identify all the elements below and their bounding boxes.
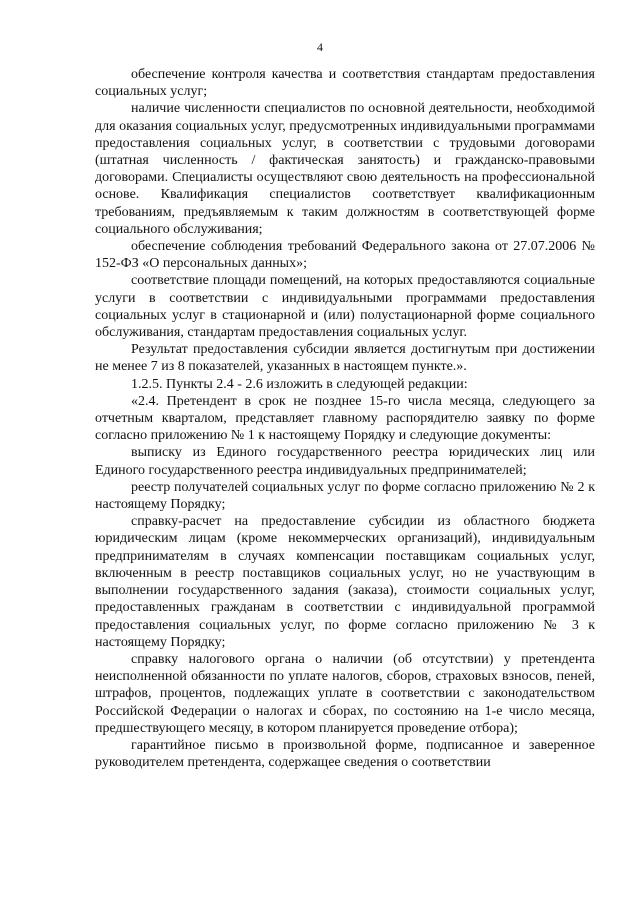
paragraph-quality-control: обеспечение контроля качества и соответствия стандартам предоставления социальных услуг; <box>95 67 595 100</box>
paragraph-application-2-4: «2.4. Претендент в срок не позднее 15-го числа месяца, следующего за отчетным кварталом, представляет главному распорядителю заявку по форме согласно приложению № 1 к настоящему Порядку и следующие документы: <box>95 393 595 444</box>
paragraph-specialists: наличие численности специалистов по основной деятельности, необходимой для оказания социальных услуг, предусмотренных индивидуальными программами предоставления социальных услуг, в соответствии с трудовыми договорами (штатная численность / фактическая занятость) и гражданско-правовыми договорами. Специалисты осуществляют свою деятельность на профессиональной основе. Квалификация специалистов соответствует квалификационным требованиям, предъявляемым к таким должностям в соответствующей форме социального обслуживания; <box>95 101 595 237</box>
document-body <box>95 66 595 771</box>
paragraph-subsidy-result: Результат предоставления субсидии является достигнутым при достижении не менее 7 из 8 показателей, указанных в настоящем пункте.». <box>95 342 595 375</box>
page-number: 4 <box>317 40 323 54</box>
paragraph-premises: соответствие площади помещений, на которых предоставляются социальные услуги в соответствии с индивидуальными программами предоставления социальных услуг в стационарной и (или) полустационарной форме социального обслуживания, стандартам предоставления социальных услуг. <box>95 273 595 341</box>
paragraph-register-extract: выписку из Единого государственного реестра юридических лиц или Единого государственного реестра индивидуальных предпринимателей; <box>95 445 595 478</box>
paragraph-guarantee-letter: гарантийное письмо в произвольной форме, подписанное и заверенное руководителем претендента, содержащее сведения о соответствии <box>95 737 595 771</box>
paragraph-amendment: 1.2.5. Пункты 2.4 - 2.6 изложить в следующей редакции: <box>131 376 468 392</box>
paragraph-calculation: справку-расчет на предоставление субсидии из областного бюджета юридическим лицам (кроме некоммерческих организаций), индивидуальным предпринимателям в случаях компенсации поставщикам социальных услуг, включенным в реестр поставщиков социальных услуг, но не участвующим в выполнении государственного задания (заказа), стоимости социальных услуг, предоставленных гражданам в соответствии с индивидуальной программой предоставления социальных услуг, по форме согласно приложению № 3 к настоящему Порядку; <box>95 514 595 650</box>
paragraph-tax-certificate: справку налогового органа о наличии (об отсутствии) у претендента неисполненной обязанности по уплате налогов, сборов, страховых взносов, пеней, штрафов, процентов, подлежащих уплате в соответствии с законодательством Российской Федерации о налогах и сборах, по состоянию на 1-е число месяца, предшествующего месяцу, в котором планируется проведение отбора); <box>95 651 595 736</box>
paragraph-personal-data: обеспечение соблюдения требований Федерального закона от 27.07.2006 № 152-ФЗ «О персональных данных»; <box>95 239 595 272</box>
paragraph-recipients-register: реестр получателей социальных услуг по форме согласно приложению № 2 к настоящему Порядку; <box>95 479 595 513</box>
